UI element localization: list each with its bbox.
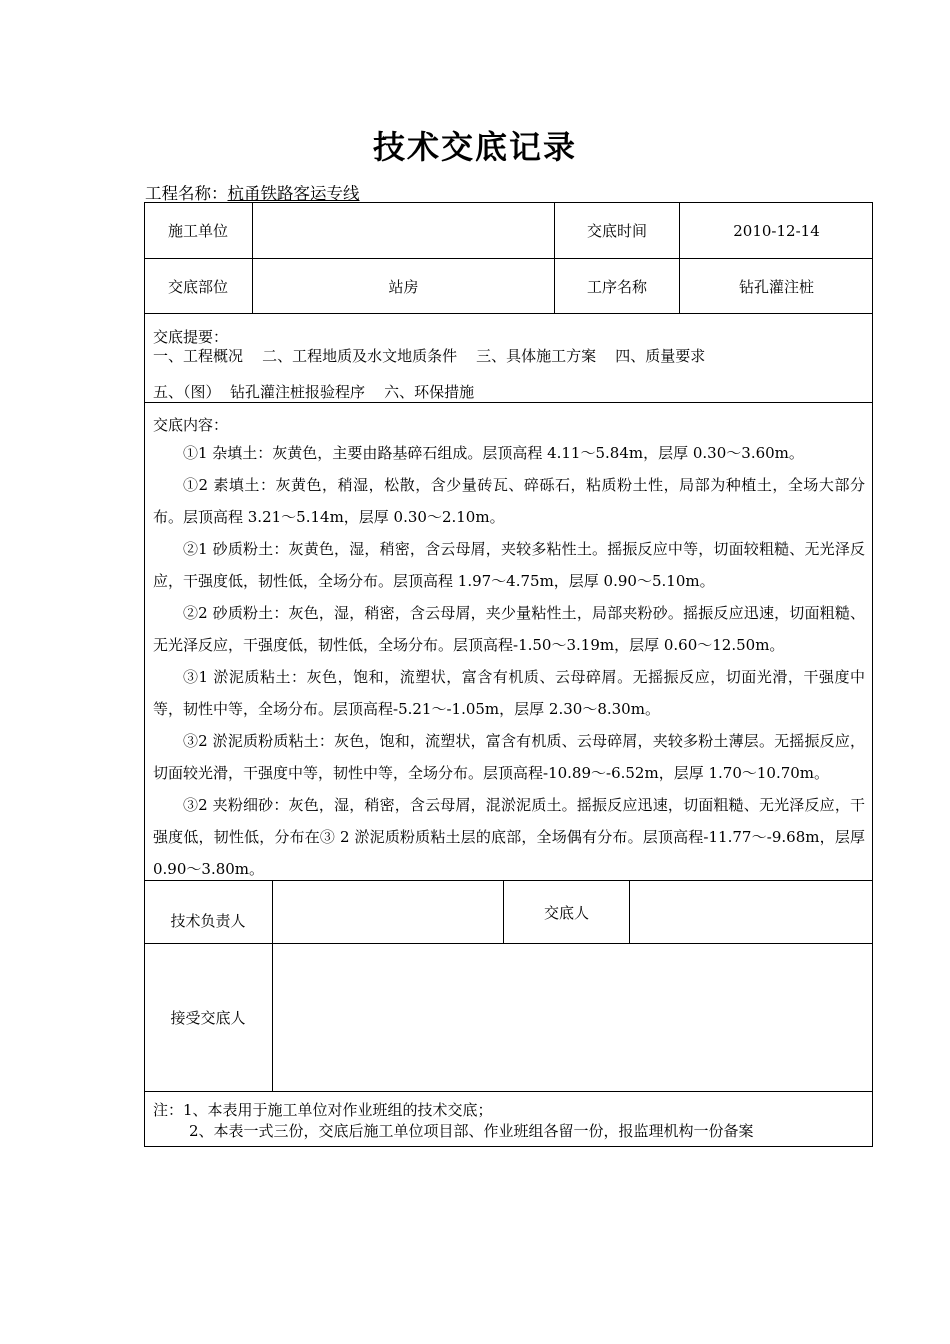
- note-line-1: 注：1、本表用于施工单位对作业班组的技术交底；: [153, 1101, 493, 1119]
- construction-unit-label: 施工单位: [167, 222, 228, 240]
- content-paragraph: ③2 淤泥质粉质粘土：灰色，饱和，流塑状，富含有机质、云母碎屑，夹较多粉土薄层。无摇振反应，切面较光滑，干强度中等，韧性中等，全场分布。层顶高程-10.89～-6.52m，层厚 1.70～10.70m。: [153, 732, 865, 782]
- content-paragraph: ③1 淤泥质粘土：灰色，饱和，流塑状，富含有机质、云母碎屑。无摇振反应，切面光滑，干强度中等，韧性中等，全场分布。层顶高程-5.21～-1.05m，层厚 2.30～8.30m。: [153, 668, 865, 718]
- summary-line-1: 一、工程概况 二、工程地质及水文地质条件 三、具体施工方案 四、质量要求: [153, 347, 706, 365]
- process-value: 钻孔灌注桩: [738, 277, 814, 296]
- content-paragraph: ②2 砂质粉土：灰色，湿，稍密，含云母屑，夹少量粘性土，局部夹粉砂。摇振反应迅速，切面粗糙、无光泽反应，干强度低，韧性低，全场分布。层顶高程-1.50～3.19m，层厚 0.60～12.50m。: [153, 604, 865, 654]
- tech-lead-field[interactable]: [273, 881, 503, 943]
- presenter-field[interactable]: [630, 881, 873, 943]
- note-line-2: 2、本表一式三份，交底后施工单位项目部、作业班组各留一份，报监理机构一份备案: [189, 1122, 754, 1140]
- content-paragraph: ①2 素填土：灰黄色，稍湿，松散，含少量砖瓦、碎砾石，粘质粉土性，局部为种植土，全场大部分布。层顶高程 3.21～5.14m，层厚 0.30～2.10m。: [153, 476, 865, 526]
- content-paragraph: ③2 夹粉细砂：灰色，湿，稍密，含云母屑，混淤泥质土。摇振反应迅速，切面粗糙、无光泽反应，干强度低，韧性低，分布在③ 2 淤泥质粉质粘土层的底部，全场偶有分布。层顶高程-11.77～-9.68m，层厚 0.90～3.80m。: [153, 796, 865, 878]
- project-name: 杭甬铁路客运专线: [227, 184, 360, 203]
- location-label: 交底部位: [167, 277, 228, 296]
- process-label: 工序名称: [586, 277, 647, 296]
- receivers-field[interactable]: [273, 944, 873, 1091]
- project-name-line: [145, 180, 360, 204]
- summary-label: 交底提要：: [153, 328, 229, 346]
- summary-line-2: 五、（图） 钻孔灌注桩报验程序 六、环保措施: [153, 383, 475, 401]
- project-label: 工程名称：: [145, 184, 228, 203]
- construction-unit-value: [253, 203, 554, 258]
- content-body: [153, 437, 865, 885]
- date-value: 2010-12-14: [733, 221, 820, 240]
- content-label: 交底内容：: [153, 416, 229, 434]
- receivers-label: 接受交底人: [170, 1009, 246, 1027]
- page-title: 技术交底记录: [372, 128, 577, 166]
- tech-lead-label: 技术负责人: [170, 911, 246, 930]
- location-value: 站房: [388, 277, 419, 296]
- content-paragraph: ②1 砂质粉土：灰黄色，湿，稍密，含云母屑，夹较多粘性土。摇振反应中等，切面较粗糙、无光泽反应，干强度低，韧性低，全场分布。层顶高程 1.97～4.75m，层厚 0.90～5.10m。: [153, 540, 865, 590]
- date-label: 交底时间: [586, 222, 647, 240]
- content-paragraph: ①1 杂填土：灰黄色，主要由路基碎石组成。层顶高程 4.11～5.84m，层厚 0.30～3.60m。: [183, 444, 804, 462]
- presenter-label: 交底人: [543, 903, 589, 922]
